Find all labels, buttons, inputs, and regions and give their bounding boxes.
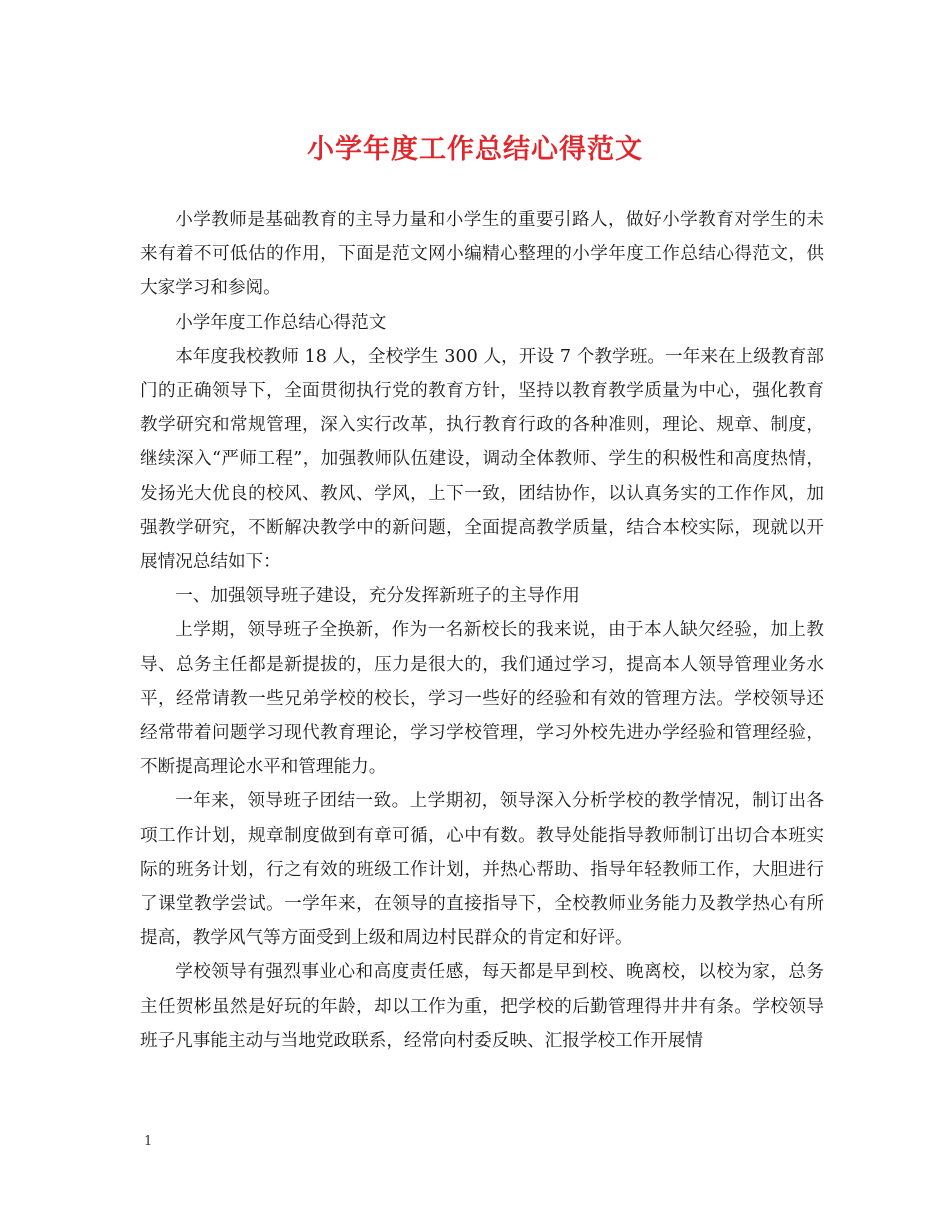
intro-paragraph: 小学教师是基础教育的主导力量和小学生的重要引路人，做好小学教育对学生的未来有着不可低估的作用，下面是范文网小编精心整理的小学年度工作总结心得范文，供大家学习和参阅。 <box>140 210 824 299</box>
overview-paragraph: 本年度我校教师 18 人，全校学生 300 人，开设 7 个教学班。一年来在上级教育部门的正确领导下，全面贯彻执行党的教育方针，坚持以教育教学质量为中心，强化教育教学研究和常规管理，深入实行改革，执行教育行政的各种准则，理论、规章、制度，继续深入“严师工程”，加强教师队伍建设，调动全体教师、学生的积极性和高度热情，发扬光大优良的校风、教风、学风，上下一致，团结协作，以认真务实的工作作风，加强教学研究，不断解决教学中的新问题，全面提高教学质量，结合本校实际，现就以开展情况总结如下： <box>140 346 824 573</box>
section-heading-1: 一、加强领导班子建设，充分发挥新班子的主导作用 <box>175 586 580 607</box>
body-paragraph: 一年来，领导班子团结一致。上学期初，领导深入分析学校的教学情况，制订出各项工作计划，规章制度做到有章可循，心中有数。教导处能指导教师制订出切合本班实际的班务计划，行之有效的班级工作计划，并热心帮助、指导年轻教师工作，大胆进行了课堂教学尝试。一学年来，在领导的直接指导下，全校教师业务能力及教学热心有所提高，教学风气等方面受到上级和周边村民群众的肯定和好评。 <box>140 791 824 949</box>
body-paragraph: 上学期，领导班子全换新，作为一名新校长的我来说，由于本人缺欠经验，加上教导、总务主任都是新提拔的，压力是很大的，我们通过学习，提高本人领导管理业务水平，经常请教一些兄弟学校的校长，学习一些好的经验和有效的管理方法。学校领导还经常带着问题学习现代教育理论，学习学校管理，学习外校先进办学经验和管理经验，不断提高理论水平和管理能力。 <box>140 620 824 778</box>
document-body <box>140 203 824 1058</box>
subtitle-paragraph: 小学年度工作总结心得范文 <box>175 312 387 333</box>
body-paragraph: 学校领导有强烈事业心和高度责任感，每天都是早到校、晚离校，以校为家，总务主任贺彬虽然是好玩的年龄，却以工作为重，把学校的后勤管理得井井有条。学校领导班子凡事能主动与当地党政联系，经常向村委反映、汇报学校工作开展情 <box>140 962 824 1051</box>
document-title: 小学年度工作总结心得范文 <box>307 134 643 165</box>
page-number: 1 <box>144 1134 153 1149</box>
